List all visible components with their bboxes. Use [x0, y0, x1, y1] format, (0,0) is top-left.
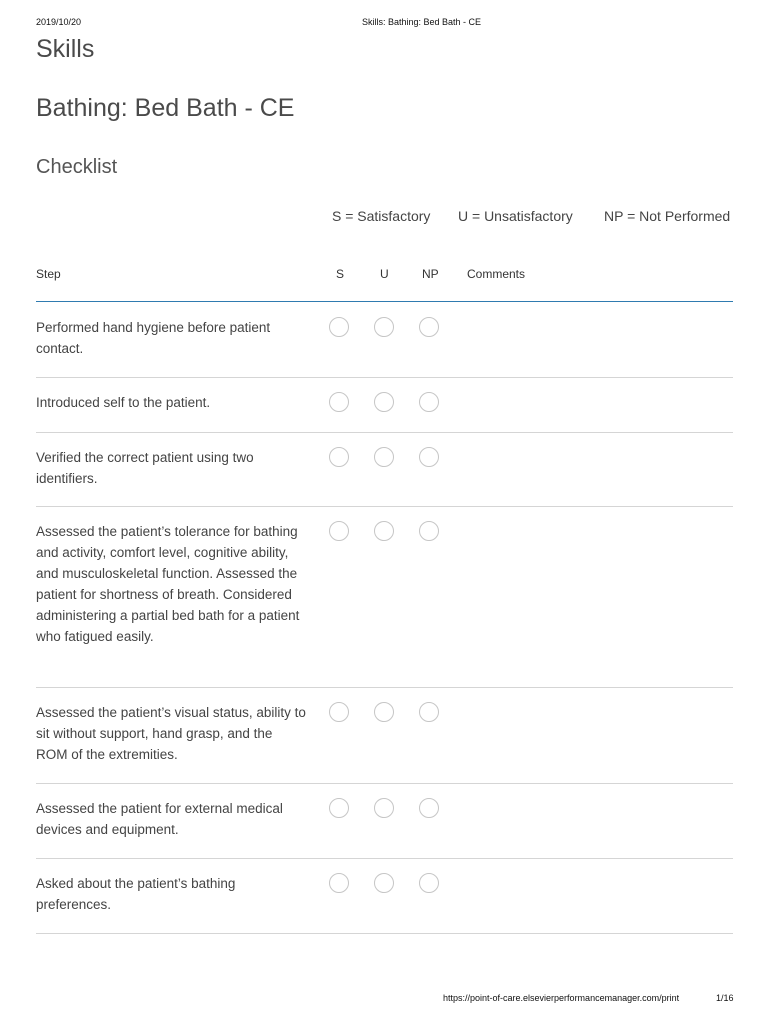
satisfactory-radio[interactable]: [329, 873, 349, 893]
step-text: Asked about the patient’s bathing preferences.: [36, 876, 236, 912]
step-text: Introduced self to the patient.: [36, 395, 211, 410]
footer-url: https://point-of-care.elsevierperformancemanager.com/print: [443, 993, 680, 1003]
unsatisfactory-radio[interactable]: [374, 873, 394, 893]
checklist-row: [36, 858, 733, 934]
satisfactory-radio[interactable]: [329, 447, 349, 467]
checklist-row: [36, 506, 733, 688]
not-performed-radio[interactable]: [419, 873, 439, 893]
satisfactory-radio[interactable]: [329, 521, 349, 541]
not-performed-radio[interactable]: [419, 447, 439, 467]
unsatisfactory-radio[interactable]: [374, 317, 394, 337]
print-title: Skills: Bathing: Bed Bath - CE: [362, 17, 482, 27]
step-text: Verified the correct patient using two identifiers.: [36, 450, 254, 486]
not-performed-radio[interactable]: [419, 521, 439, 541]
comments-field[interactable]: [467, 387, 733, 415]
satisfactory-radio[interactable]: [329, 392, 349, 412]
not-performed-radio[interactable]: [419, 317, 439, 337]
comments-field[interactable]: [467, 793, 733, 821]
unsatisfactory-radio[interactable]: [374, 798, 394, 818]
legend-satisfactory: S = Satisfactory: [332, 208, 431, 224]
checklist-row: [36, 432, 733, 507]
column-header-u: U: [380, 267, 389, 281]
not-performed-radio[interactable]: [419, 798, 439, 818]
checklist-heading: Checklist: [36, 156, 118, 178]
satisfactory-radio[interactable]: [329, 702, 349, 722]
checklist-row: [36, 377, 733, 433]
print-date: 2019/10/20: [36, 17, 82, 27]
step-text: Assessed the patient for external medical devices and equipment.: [36, 801, 283, 837]
not-performed-radio[interactable]: [419, 392, 439, 412]
comments-field[interactable]: [467, 442, 733, 470]
comments-field[interactable]: [467, 697, 733, 725]
section-heading: Skills: [36, 35, 95, 63]
comments-field[interactable]: [467, 868, 733, 896]
satisfactory-radio[interactable]: [329, 317, 349, 337]
comments-field[interactable]: [467, 312, 733, 340]
unsatisfactory-radio[interactable]: [374, 447, 394, 467]
step-text: Performed hand hygiene before patient contact.: [36, 320, 271, 356]
checklist-row: [36, 302, 733, 378]
print-header: [0, 17, 768, 31]
legend-unsatisfactory: U = Unsatisfactory: [458, 208, 573, 224]
not-performed-radio[interactable]: [419, 702, 439, 722]
page-number: 1/16: [716, 993, 734, 1003]
checklist-row: [36, 687, 733, 784]
column-header-step: Step: [36, 267, 61, 281]
legend-not-performed: NP = Not Performed: [604, 208, 731, 224]
column-header-s: S: [336, 267, 345, 281]
unsatisfactory-radio[interactable]: [374, 521, 394, 541]
comments-field[interactable]: [467, 516, 733, 544]
satisfactory-radio[interactable]: [329, 798, 349, 818]
unsatisfactory-radio[interactable]: [374, 702, 394, 722]
step-text: Assessed the patient’s tolerance for bathing and activity, comfort level, cognitive ability, and musculoskeletal function. Assessed the patient for shortness of breath. Considered administering a partial bed bath for a patient who fatigued easily.: [36, 524, 300, 644]
checklist-row: [36, 783, 733, 859]
column-header-np: NP: [422, 267, 439, 281]
column-header-comments: Comments: [467, 267, 526, 281]
page-title: Bathing: Bed Bath - CE: [36, 94, 295, 122]
unsatisfactory-radio[interactable]: [374, 392, 394, 412]
step-text: Assessed the patient’s visual status, ability to sit without support, hand grasp, and the ROM of the extremities.: [36, 705, 306, 762]
